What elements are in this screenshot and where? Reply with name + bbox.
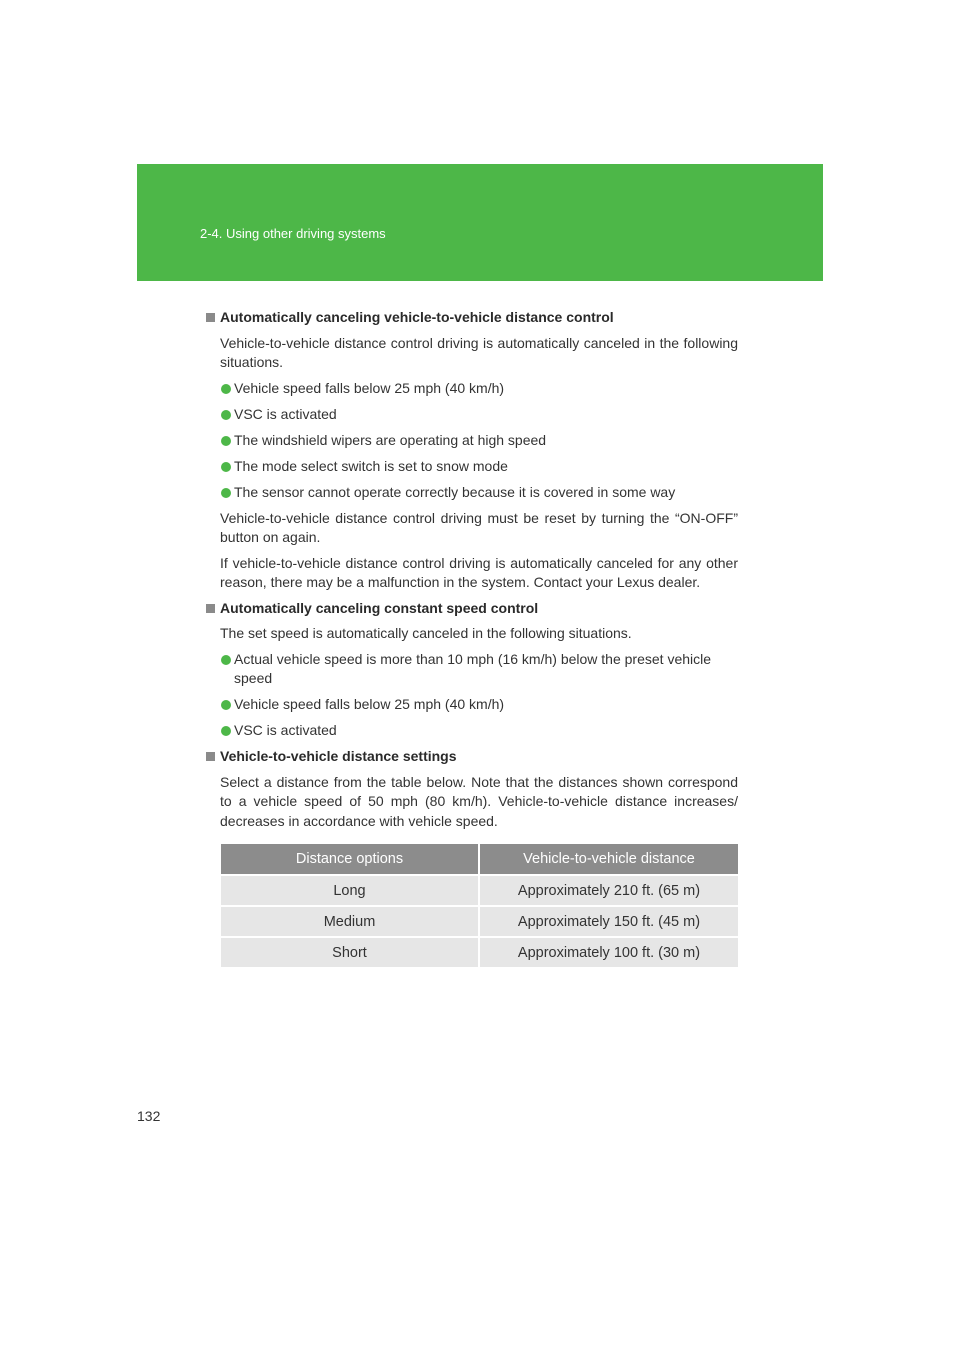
circle-bullet-icon (221, 700, 231, 710)
table-header-row (221, 844, 738, 874)
table-cell: Short (221, 936, 478, 967)
table-row (221, 874, 738, 905)
circle-bullet-icon (221, 410, 231, 420)
table-cell: Long (221, 874, 478, 905)
distance-settings-table (221, 844, 738, 967)
table-cell: Approximately 210 ft. (65 m) (478, 874, 738, 905)
section-header-band (137, 164, 823, 281)
column-header: Distance options (221, 844, 478, 874)
table-row (221, 905, 738, 936)
paragraph: Vehicle-to-vehicle distance control driving must be reset by turning the “ON-OFF” button on again. (220, 509, 738, 545)
circle-bullet-icon (221, 655, 231, 665)
circle-bullet-icon (221, 436, 231, 446)
list-item: The windshield wipers are operating at high speed (206, 431, 738, 451)
square-bullet-icon (206, 313, 215, 322)
list-item: The mode select switch is set to snow mode (206, 457, 738, 477)
section-heading: Vehicle-to-vehicle distance settings (206, 747, 738, 767)
table-cell: Medium (221, 905, 478, 936)
table-row (221, 936, 738, 967)
list-item: VSC is activated (206, 405, 738, 425)
list-item: VSC is activated (206, 721, 738, 741)
paragraph: Select a distance from the table below. Note that the distances shown correspond to a vehicle speed of 50 mph (80 km/h). Vehicle-to-vehicle distance increases/ decreases in accordance with vehicle speed. (220, 773, 738, 829)
column-header: Vehicle-to-vehicle distance (478, 844, 738, 874)
list-item: Vehicle speed falls below 25 mph (40 km/h) (206, 379, 738, 399)
list-item: Vehicle speed falls below 25 mph (40 km/h) (206, 695, 738, 715)
table-cell: Approximately 150 ft. (45 m) (478, 905, 738, 936)
circle-bullet-icon (221, 488, 231, 498)
page-content (206, 308, 738, 837)
list-item: The sensor cannot operate correctly because it is covered in some way (206, 483, 738, 503)
paragraph: Vehicle-to-vehicle distance control driving is automatically canceled in the following situations. (220, 334, 738, 370)
section-heading: Automatically canceling constant speed control (206, 599, 738, 619)
circle-bullet-icon (221, 384, 231, 394)
paragraph: If vehicle-to-vehicle distance control driving is automatically canceled for any other reason, there may be a malfunction in the system. Contact your Lexus dealer. (220, 554, 738, 590)
circle-bullet-icon (221, 726, 231, 736)
section-title: 2-4. Using other driving systems (200, 226, 386, 241)
list-item: Actual vehicle speed is more than 10 mph (16 km/h) below the preset vehicle speed (206, 650, 738, 689)
page-number: 132 (137, 1108, 161, 1124)
circle-bullet-icon (221, 462, 231, 472)
paragraph: The set speed is automatically canceled in the following situations. (220, 625, 632, 641)
table-cell: Approximately 100 ft. (30 m) (478, 936, 738, 967)
square-bullet-icon (206, 604, 215, 613)
section-heading: Automatically canceling vehicle-to-vehicle distance control (206, 308, 738, 328)
square-bullet-icon (206, 752, 215, 761)
